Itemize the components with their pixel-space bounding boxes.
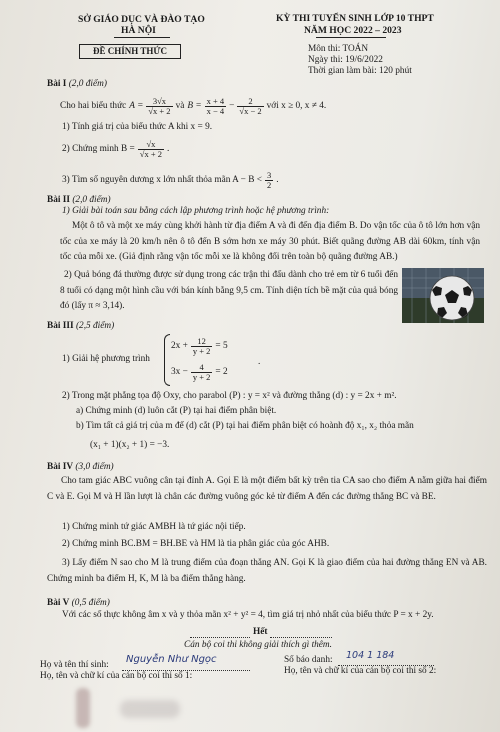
eq2-num: 4 [191,363,213,373]
bai1-points: (2,0 điểm) [68,79,107,89]
bai1-q2 [62,136,169,162]
bai1-q2-num: √x [138,140,164,150]
system-eq2 [171,360,228,384]
bai1-q3 [62,168,279,192]
bai2-title: Bài II [47,195,70,205]
bai4-q2: 2) Chứng minh BC.BM = BH.BE và HM là tia phân giác của góc AHB. [62,539,330,549]
subject: Môn thi: TOÁN [308,44,369,54]
exam-title: KỲ THI TUYỂN SINH LỚP 10 THPT [276,13,434,24]
bai1-q3-num: 3 [267,169,272,180]
expr-b-frac1 [205,97,227,116]
exam-underline [316,37,386,38]
bai1-title: Bài I [47,79,67,89]
bai4-q1: 1) Chứng minh tứ giác AMBH là tứ giác nội tiếp. [62,522,246,532]
eq1-den: y + 2 [192,345,211,356]
expr-b-num2: 2 [237,97,263,107]
bai1-intro [60,93,326,119]
bai4-title: Bài IV [47,462,74,472]
eq2-frac [191,363,213,382]
proctor1-label: Họ, tên và chữ kí của cán bộ coi thi số 1: [40,671,193,681]
soccer-ball-photo [402,268,484,323]
bai4-q3: 3) Lấy điểm N sao cho M là trung điểm của đoạn thẳng AN. Gọi K là giao điểm của hai đường thẳng EN và AB. Chứng minh ba điểm H, K, M là ba điểm thẳng hàng. [47,558,487,584]
and-text: và [175,100,185,111]
bai1-q3-den: 2 [267,179,272,190]
bai1-q2-end: . [167,143,170,154]
expr-condition: với x ≥ 0, x ≠ 4. [266,100,327,111]
bai1-q3-end: . [276,174,279,185]
expr-b-label: B = [187,100,202,111]
system-eq1 [171,334,228,358]
eq2-left: 3x − [171,366,188,377]
official-box: ĐỀ CHÍNH THỨC [79,44,181,59]
soccer-ball-icon [402,268,484,323]
bai4-points: (3,0 điểm) [75,462,114,472]
bai5-points: (0,5 điểm) [71,598,110,608]
school-year: NĂM HỌC 2022 – 2023 [304,25,402,36]
redacted-signature [76,688,90,728]
eq1-right: = 5 [215,340,228,351]
bai2-heading [47,195,111,206]
bai1-q2-text: 2) Chứng minh B = [62,143,135,154]
candidate-name-label: Họ và tên thí sinh: [40,660,109,670]
bai3-points: (2,5 điểm) [75,321,115,331]
bai5-problem: Với các số thực không âm x và y thỏa mãn x² + y² = 4, tìm giá trị nhỏ nhất của biểu thức P = x + 2y. [62,610,434,620]
expr-b-den2: √x − 2 [239,105,262,116]
bai3-heading [47,321,114,332]
proctor2-label: Họ, tên và chữ kí của cán bộ coi thi số 2: [284,666,437,676]
exam-date: Ngày thi: 19/6/2022 [308,55,383,65]
bai1-q3-text: 3) Tìm số nguyên dương x lớn nhất thỏa mãn A − B < [62,174,263,185]
footer-note: Cán bộ coi thi không giải thích gì thêm. [184,640,332,650]
bai5-title: Bài V [47,598,70,608]
expr-a-frac [146,97,172,116]
bai2-problem1: Một ô tô và một xe máy cùng khởi hành từ địa điểm A và đi đến địa điểm B. Do vận tốc của ô tô lớn hơn vận tốc của xe máy là 20 km/h nên ô tô đến B sớm hơn xe máy 30 phút. Biết quãng đường AB dài 60km, tính vận tốc của mỗi xe. (Giả định rằng vận tốc mỗi xe là không đổi trên toàn bộ quãng đường AB.) [60,221,480,262]
eq2-den: y + 2 [192,371,211,382]
sbd-label: Số báo danh: [284,655,333,665]
expr-a-num: 3√x [146,97,172,107]
eq1-num: 12 [191,337,213,347]
bai4-problem: Cho tam giác ABC vuông cân tại đỉnh A. Gọi E là một điểm bất kỳ trên tia CA sao cho điểm A nằm giữa hai điểm C và E. Gọi M và H lần lượt là chân các đường vuông góc kẻ từ điểm A đến các đường thẳng BC và BE. [47,476,487,502]
bai2-points: (2,0 điểm) [72,195,111,205]
bai3-q2: 2) Trong mặt phẳng tọa độ Oxy, cho parabol (P) : y = x² và đường thẳng (d) : y = 2x + m². [62,391,397,401]
bai1-q2-frac [138,140,164,159]
dept-line1: SỞ GIÁO DỤC VÀ ĐÀO TẠO [78,14,205,25]
expr-b-den1: x − 4 [206,105,225,116]
het-line [190,627,332,638]
system-brace [164,334,170,386]
dept-underline [114,37,170,38]
bai2-problem2: 2) Quả bóng đá thường được sử dụng trong các trận thi đấu dành cho trẻ em từ 6 tuổi đến 8 tuổi có dạng một hình cầu với bán kính bằng 9,5 cm. Tính diện tích bề mặt của quả bóng đó (lấy π ≈ 3,14). [60,270,398,311]
eq2-right: = 2 [215,366,228,377]
expr-b-num1: x + 4 [206,95,225,106]
redacted-signature-2 [120,700,180,718]
bai1-heading [47,79,107,90]
candidate-name-handwritten: Nguyễn Như Ngọc [126,654,217,665]
bai5-heading [47,598,110,609]
bai1-q1: 1) Tính giá trị của biểu thức A khi x = 9. [62,122,213,132]
dept-line2: HÀ NỘI [121,25,156,36]
eq1-frac [191,337,213,356]
bai3-title: Bài III [47,321,74,331]
het-text: Hết [253,627,268,637]
bai3-qb: b) Tìm tất cả giá trị của m để (d) cắt (P) tại hai điểm phân biệt có hoành độ x₁, x₂ thỏa mãn [76,421,414,431]
bai1-intro-text: Cho hai biểu thức [60,100,127,111]
het-dots-left [190,637,250,638]
bai1-q2-den: √x + 2 [139,148,163,159]
sbd-handwritten: 104 1 184 [346,650,395,661]
eq1-left: 2x + [171,340,188,351]
bai3-qa: a) Chứng minh (d) luôn cắt (P) tại hai điểm phân biệt. [76,406,277,416]
system-end: . [258,357,261,367]
minus-sign: − [229,100,235,111]
bai3-qb-eq: (x₁ + 1)(x₂ + 1) = −3. [90,440,170,450]
het-dots-right [270,637,332,638]
expr-a-den: √x + 2 [148,105,171,116]
bai1-q3-frac [265,171,273,190]
bai2-sub1: 1) Giải bài toán sau bằng cách lập phương trình hoặc hệ phương trình: [62,206,330,216]
expr-a-label: A = [129,100,144,111]
bai3-q1: 1) Giải hệ phương trình [62,354,150,364]
exam-duration: Thời gian làm bài: 120 phút [308,66,412,76]
bai4-heading [47,462,114,473]
expr-b-frac2 [237,97,263,116]
